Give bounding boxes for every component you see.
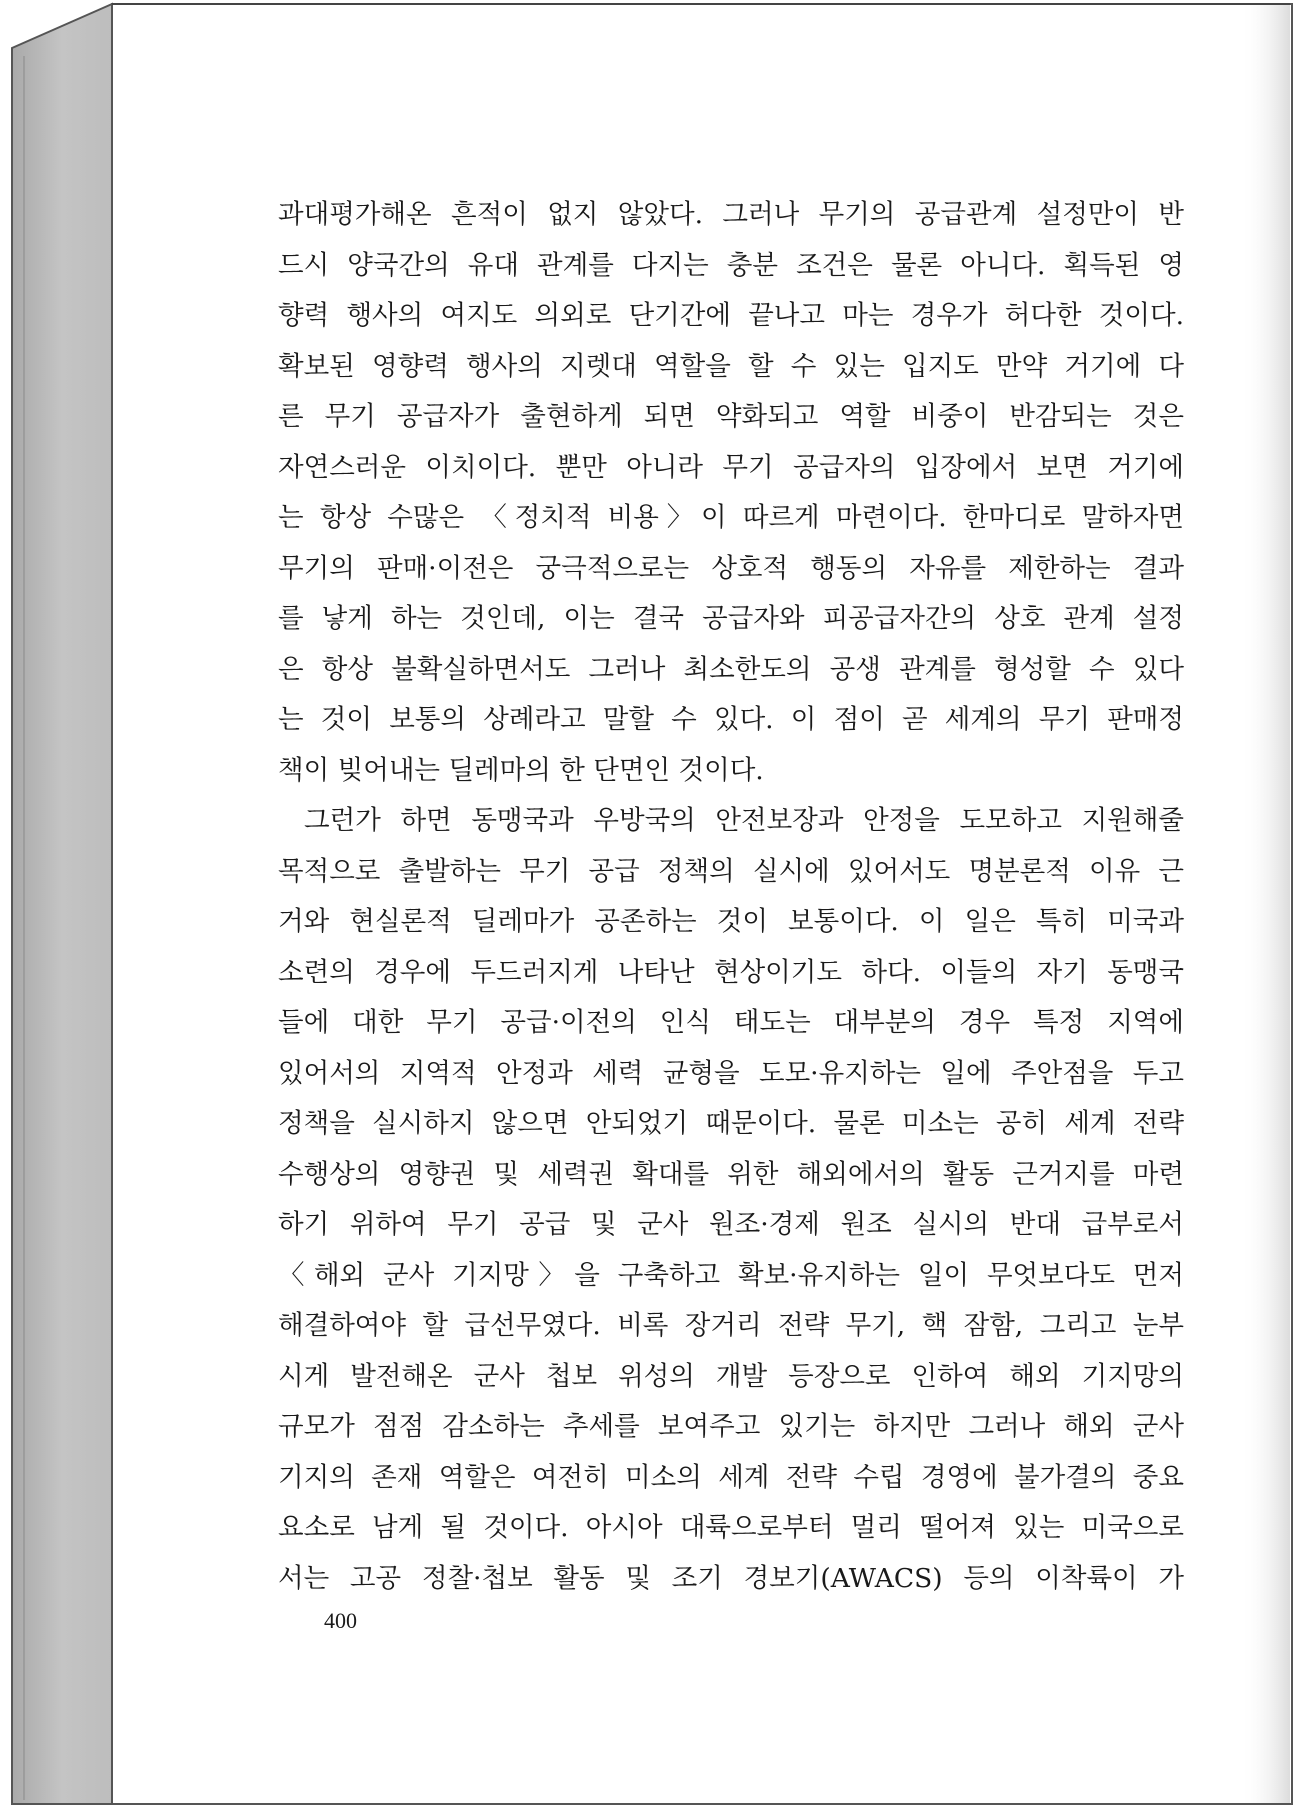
text-line: 책이 빚어내는 딜레마의 한 단면인 것이다. [278, 754, 764, 786]
text-line: 자연스러운 이치이다. 뿐만 아니라 무기 공급자의 입장에서 보면 거기에 [278, 451, 1184, 483]
text-line: 요소로 남게 될 것이다. 아시아 대륙으로부터 멀리 떨어져 있는 미국으로 [278, 1512, 1184, 1543]
text-line: 정책을 실시하지 않으면 안되었기 때문이다. 물론 미소는 공히 세계 전략 [278, 1108, 1184, 1139]
text-line: 수행상의 영향권 및 세력권 확대를 위한 해외에서의 활동 근거지를 마련 [278, 1158, 1184, 1190]
text-line: 〈해외 군사 기지망〉을 구축하고 확보·유지하는 일이 무엇보다도 먼저 [278, 1259, 1184, 1291]
text-line: 하기 위하여 무기 공급 및 군사 원조·경제 원조 실시의 반대 급부로서 [278, 1209, 1184, 1240]
book-spine [12, 4, 112, 1804]
page-number: 400 [324, 1608, 357, 1633]
text-line: 목적으로 출발하는 무기 공급 정책의 실시에 있어서도 명분론적 이유 근 [278, 855, 1184, 887]
text-line: 과대평가해온 흔적이 없지 않았다. 그러나 무기의 공급관계 설정만이 반 [278, 199, 1184, 230]
text-line: 규모가 점점 감소하는 추세를 보여주고 있기는 하지만 그러나 해외 군사 [278, 1411, 1184, 1442]
text-line: 그런가 하면 동맹국과 우방국의 안전보장과 안정을 도모하고 지원해줄 [304, 805, 1184, 836]
text-line: 해결하여야 할 급선무였다. 비록 장거리 전략 무기, 핵 잠함, 그리고 눈부 [278, 1310, 1184, 1341]
text-line: 기지의 존재 역할은 여전히 미소의 세계 전략 수립 경영에 불가결의 중요 [278, 1461, 1184, 1493]
text-line: 있어서의 지역적 안정과 세력 균형을 도모·유지하는 일에 주안점을 두고 [278, 1057, 1184, 1089]
body-text [278, 190, 1184, 1604]
text-line: 드시 양국간의 유대 관계를 다지는 충분 조건은 물론 아니다. 획득된 영 [278, 249, 1184, 281]
text-line: 소련의 경우에 두드러지게 나타난 현상이기도 하다. 이들의 자기 동맹국 [278, 956, 1184, 988]
text-line: 시게 발전해온 군사 첩보 위성의 개발 등장으로 인하여 해외 기지망의 [278, 1360, 1184, 1392]
text-line: 확보된 영향력 행사의 지렛대 역할을 할 수 있는 입지도 만약 거기에 다 [278, 350, 1184, 382]
text-line: 른 무기 공급자가 출현하게 되면 약화되고 역할 비중이 반감되는 것은 [278, 401, 1184, 432]
book-page [112, 6, 1292, 1802]
text-line: 는 항상 수많은 〈정치적 비용〉이 따르게 마련이다. 한마디로 말하자면 [278, 502, 1184, 533]
text-line: 는 것이 보통의 상례라고 말할 수 있다. 이 점이 곧 세계의 무기 판매정 [278, 704, 1184, 735]
text-line: 무기의 판매·이전은 궁극적으로는 상호적 행동의 자유를 제한하는 결과 [278, 552, 1184, 584]
text-line: 향력 행사의 여지도 의외로 단기간에 끝나고 마는 경우가 허다한 것이다. [278, 300, 1184, 331]
text-line: 를 낳게 하는 것인데, 이는 결국 공급자와 피공급자간의 상호 관계 설정 [278, 603, 1184, 634]
text-line: 은 항상 불확실하면서도 그러나 최소한도의 공생 관계를 형성할 수 있다 [278, 653, 1184, 685]
text-line: 서는 고공 정찰·첩보 활동 및 조기 경보기(AWACS) 등의 이착륙이 가 [278, 1562, 1184, 1594]
text-line: 거와 현실론적 딜레마가 공존하는 것이 보통이다. 이 일은 특히 미국과 [278, 906, 1184, 937]
text-line: 들에 대한 무기 공급·이전의 인식 태도는 대부분의 경우 특정 지역에 [278, 1007, 1184, 1038]
